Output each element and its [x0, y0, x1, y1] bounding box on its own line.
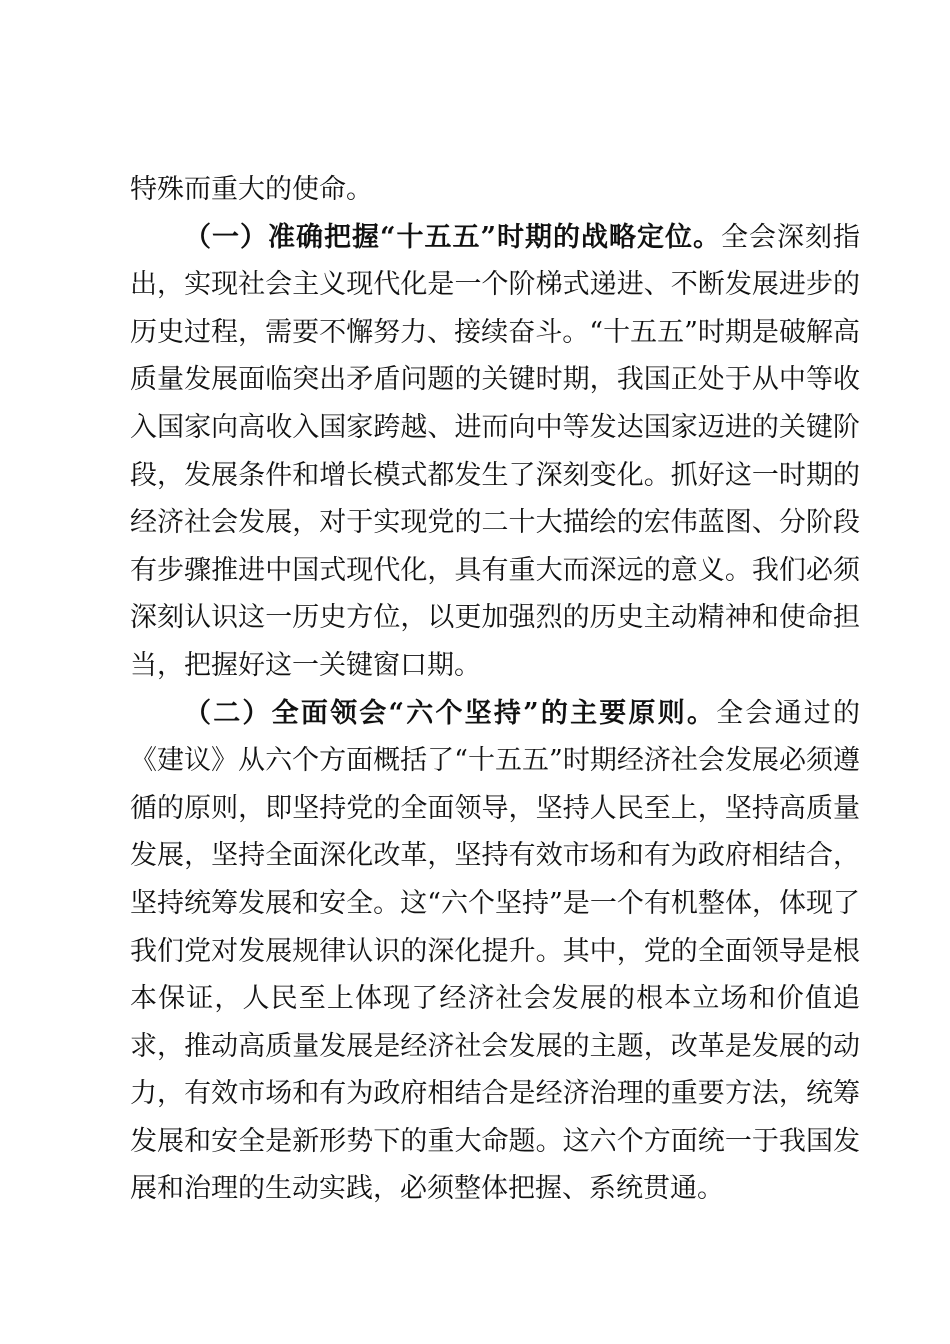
paragraph-text: 全会通过的《建议》从六个方面概括了“十五五”时期经济社会发展必须遵循的原则，即坚持党的全面领导，坚持人民至上，坚持高质量发展，坚持全面深化改革，坚持有效市场和有为政府相结合，坚持统筹发展和安全。这“六个坚持”是一个有机整体，体现了我们党对发展规律认识的深化提升。其中，党的全面领导是根本保证，人民至上体现了经济社会发展的根本立场和价值追求，推动高质量发展是经济社会发展的主题，改革是发展的动力，有效市场和有为政府相结合是经济治理的重要方法，统筹发展和安全是新形势下的重大命题。这六个方面统一于我国发展和治理的生动实践，必须整体把握、系统贯通。: [130, 697, 860, 1205]
section-heading-one: （一）准确把握“十五五”时期的战略定位。: [184, 221, 722, 253]
document-body: [130, 166, 860, 1213]
paragraph-section-two: [130, 690, 860, 1214]
paragraph-text: 特殊而重大的使命。: [130, 174, 373, 205]
paragraph-continuation: [130, 166, 860, 214]
paragraph-section-one: [130, 214, 860, 690]
section-heading-two: （二）全面领会“六个坚持”的主要原则。: [184, 697, 717, 729]
paragraph-text: 全会深刻指出，实现社会主义现代化是一个阶梯式递进、不断发展进步的历史过程，需要不懈努力、接续奋斗。“十五五”时期是破解高质量发展面临突出矛盾问题的关键时期，我国正处于从中等收入国家向高收入国家跨越、进而向中等发达国家迈进的关键阶段，发展条件和增长模式都发生了深刻变化。抓好这一时期的经济社会发展，对于实现党的二十大描绘的宏伟蓝图、分阶段有步骤推进中国式现代化，具有重大而深远的意义。我们必须深刻认识这一历史方位，以更加强烈的历史主动精神和使命担当，把握好这一关键窗口期。: [130, 221, 861, 681]
